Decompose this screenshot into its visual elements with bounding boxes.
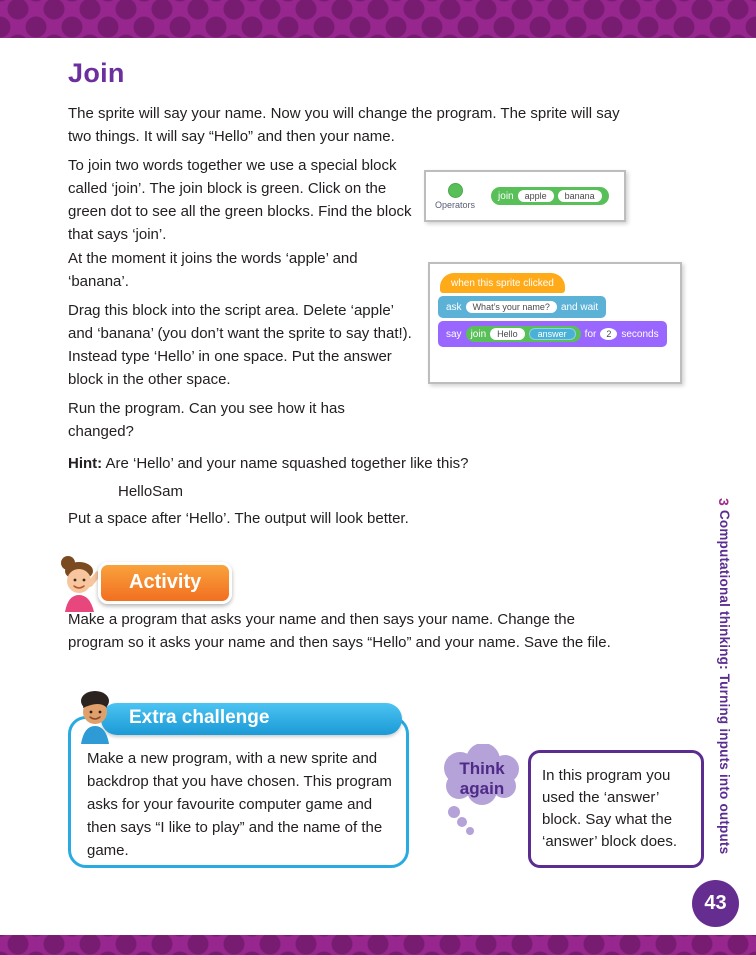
operators-category-dot-icon [448, 183, 463, 198]
ask-input: What’s your name? [466, 301, 557, 313]
run-paragraph: Run the program. Can you see how it has changed? [68, 400, 345, 440]
seconds-input: 2 [600, 328, 617, 340]
say-label: say [446, 328, 462, 340]
join-paragraph: To join two words together we use a special block called ‘join’. The join block is green. Click on the green dot to see all the green blocks. Find the block that says ‘join’. [68, 157, 412, 243]
intro-paragraph: The sprite will say your name. Now you will change the program. The sprite will say two things. It will say “Hello” and then your name. [68, 105, 620, 145]
drag-paragraph: Drag this block into the script area. Delete ‘apple’ and ‘banana’ (you don’t want the sprite to say that!). Instead type ‘Hello’ in one space. Put the answer block in the other space. [68, 302, 412, 388]
join-block-label: join [498, 190, 514, 202]
scratch-operators-screenshot [424, 170, 626, 222]
seconds-label: seconds [621, 328, 659, 340]
scratch-script-screenshot [428, 262, 682, 384]
activity-heading-row [54, 554, 232, 612]
operators-category-label: Operators [435, 199, 476, 210]
bottom-decorative-band [0, 935, 756, 955]
think-again-title-line2: again [459, 779, 505, 798]
nested-join-label: join [470, 328, 487, 340]
hint-label: Hint: [68, 455, 103, 472]
top-decorative-band [0, 0, 756, 38]
join-input-hello: Hello [490, 328, 525, 340]
say-for-seconds-block [438, 321, 667, 347]
page-title: Join [68, 58, 125, 88]
ask-label: ask [446, 301, 462, 313]
moment-paragraph: At the moment it joins the words ‘apple’ and ‘banana’. [68, 250, 358, 290]
operators-category [435, 183, 475, 210]
chapter-title: Computational thinking: Turning inputs into outputs [717, 509, 732, 855]
space-paragraph: Put a space after ‘Hello’. The output will look better. [68, 510, 409, 527]
hint-example-text: HelloSam [118, 483, 184, 500]
answer-block: answer [529, 328, 576, 340]
think-again-title-line1: Think [459, 759, 505, 778]
extra-challenge-character-illustration [70, 686, 120, 744]
activity-text: Make a program that asks your name and then says your name. Change the program so it asks your name and then says “Hello” and your name. Save the file. [68, 611, 611, 651]
ask-and-wait-block [438, 296, 606, 318]
extra-challenge-header: Extra challenge [101, 703, 402, 735]
join-arg-banana: banana [558, 190, 602, 202]
think-again-box: In this program you used the ‘answer’ block. Say what the ‘answer’ block does. [528, 750, 704, 868]
for-label: for [584, 328, 597, 340]
extra-challenge-text: Make a new program, with a new sprite and backdrop that you have chosen. This program asks for your favourite computer game and then says “I like to play” and the name of the game. [87, 750, 392, 859]
join-block [491, 187, 609, 205]
page-number-badge: 43 [692, 880, 739, 927]
hint-paragraph [68, 452, 634, 475]
chapter-sidebar-text [716, 498, 732, 878]
activity-badge: Activity [98, 562, 232, 604]
nested-join-block [466, 326, 581, 342]
hint-text: Are ‘Hello’ and your name squashed together like this? [105, 455, 469, 472]
think-again-bubble [436, 744, 528, 838]
when-sprite-clicked-block: when this sprite clicked [440, 273, 565, 293]
chapter-number: 3 [716, 498, 732, 506]
join-arg-apple: apple [518, 190, 554, 202]
and-wait-label: and wait [560, 301, 599, 313]
